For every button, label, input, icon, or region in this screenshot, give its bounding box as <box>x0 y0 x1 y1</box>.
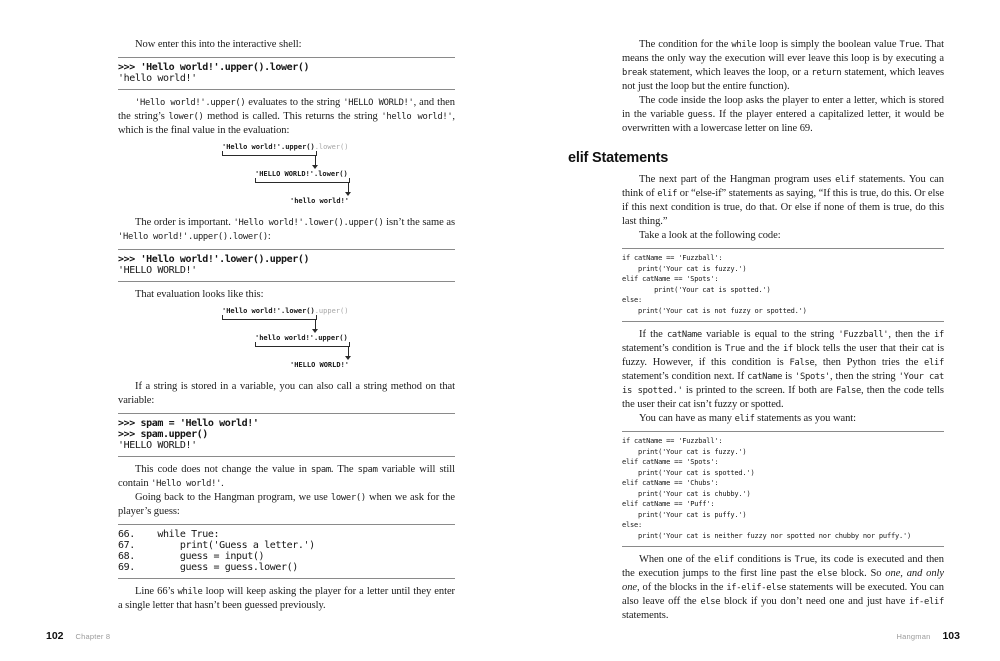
text-run: If a string is stored in a variable, you can also call a string method on that variable: <box>118 381 455 406</box>
section-heading: elif Statements <box>568 150 669 166</box>
diagram-expression <box>255 334 348 342</box>
text-run: evaluates to the string <box>245 97 344 108</box>
text-run: and the <box>745 343 783 354</box>
text-run: , its code is executed and then the execution jumps to the first line past the <box>622 554 944 579</box>
inline-code: elif <box>714 555 735 565</box>
inline-code: 'Fuzzball' <box>838 330 889 340</box>
chapter-running-head: Hangman <box>896 632 931 641</box>
text-run: , and then the string’s <box>118 97 455 122</box>
diagram-code-main: 'HELLO WORLD!'.lower() <box>255 170 348 178</box>
inline-code: 'Spots' <box>794 372 830 382</box>
paragraph <box>622 173 944 229</box>
evaluation-arrow <box>315 155 316 165</box>
code-line: print('Your cat is puffy.') <box>622 510 747 519</box>
arrow-down-icon <box>312 165 318 169</box>
paragraph <box>622 229 944 243</box>
text-run: , of the blocks in the <box>637 582 727 593</box>
diagram-expression <box>255 170 348 178</box>
inline-code: while <box>731 40 757 50</box>
text-run: is printed to the screen. If both are <box>682 385 836 396</box>
diagram-code-main: 'Hello world!'.lower() <box>222 307 315 315</box>
inline-code: return <box>811 68 842 78</box>
inline-code: False <box>836 386 861 396</box>
code-line: else: <box>622 296 643 304</box>
inline-code: else <box>817 569 838 579</box>
text-run: The order is important. <box>135 217 234 228</box>
text-run: loop is simply the boolean value <box>756 39 900 50</box>
inline-code: 'Hello world!'.upper().lower() <box>118 232 268 242</box>
text-run: When one of the <box>639 554 715 565</box>
inline-code: catName <box>747 372 783 382</box>
diagram-expression <box>222 143 348 151</box>
text-run: conditions is <box>734 554 795 565</box>
text-run: method is called. This returns the string <box>203 111 382 122</box>
inline-code: elif <box>835 175 856 185</box>
code-line: print('Your cat is spotted.') <box>622 468 755 477</box>
paragraph <box>622 328 944 412</box>
inline-code: catName <box>666 330 702 340</box>
text-run: is <box>782 371 795 382</box>
inline-code: elif <box>734 414 755 424</box>
inline-code: if-elif <box>909 597 945 607</box>
code-line: 67. print('Guess a letter.') <box>118 540 315 551</box>
evaluation-bracket <box>255 342 350 347</box>
text-run: . <box>221 478 224 489</box>
inline-code: True <box>899 40 920 50</box>
code-line: 'hello world!' <box>118 73 197 84</box>
text-run: That evaluation looks like this: <box>135 289 264 300</box>
text-run: : <box>267 231 271 242</box>
code-block <box>622 431 944 547</box>
text-run: , then the string <box>829 371 899 382</box>
arrow-down-icon <box>345 192 351 196</box>
right-page-text-column <box>568 38 945 623</box>
diagram-code-main: 'HELLO WORLD!' <box>290 361 350 369</box>
text-run: , then the code tells the user their cat isn’t fuzzy or spotted. <box>622 385 944 410</box>
text-run: , which is the final value in the evaluation: <box>118 111 455 136</box>
left-page-text-column <box>118 38 455 613</box>
inline-code: elif <box>657 189 678 199</box>
paragraph <box>622 412 944 426</box>
code-line: >>> spam = 'Hello world!' <box>118 418 259 429</box>
paragraph <box>118 288 455 302</box>
paragraph <box>118 38 455 52</box>
diagram-code-main: 'hello world!'.upper() <box>255 334 348 342</box>
code-block <box>118 524 455 579</box>
text-run: statements. <box>622 610 669 621</box>
inline-code: else <box>700 597 721 607</box>
text-run: statement’s condition next. If <box>622 371 748 382</box>
code-line: if catName == 'Fuzzball': <box>622 437 723 445</box>
code-line: 66. while True: <box>118 529 220 540</box>
evaluation-diagram <box>118 307 455 373</box>
paragraph <box>118 380 455 408</box>
text-run: block if you don’t need one and just have <box>720 596 910 607</box>
inline-code: lower() <box>330 493 366 503</box>
text-run: Line 66’s <box>135 586 178 597</box>
diagram-expression <box>290 361 349 369</box>
inline-code: guess <box>687 110 713 120</box>
inline-code: spam <box>310 465 331 475</box>
text-run: Going back to the Hangman program, we use <box>135 492 331 503</box>
code-line: 69. guess = guess.lower() <box>118 562 298 573</box>
left-page-footer <box>46 626 110 644</box>
page-number: 102 <box>46 630 64 642</box>
paragraph <box>118 463 455 491</box>
evaluation-arrow <box>348 182 349 192</box>
paragraph <box>118 491 455 519</box>
text-run: Take a look at the following code: <box>639 230 781 241</box>
text-run: variable will still contain <box>118 464 455 489</box>
text-run: The next part of the Hangman program uses <box>639 174 836 185</box>
paragraph <box>622 553 944 623</box>
paragraph <box>118 585 455 613</box>
inline-code: if <box>933 330 944 340</box>
evaluation-arrow <box>315 319 316 329</box>
text-run: Now enter this into the interactive shell: <box>135 39 302 50</box>
inline-code: 'Hello world!'.upper() <box>135 98 246 108</box>
paragraph <box>622 38 944 94</box>
inline-code: 'HELLO WORLD!' <box>343 98 414 108</box>
code-line: print('Your cat is chubby.') <box>622 489 751 498</box>
text-run: statements will be executed. You can also leave off the <box>622 582 944 607</box>
code-line: >>> 'Hello world!'.upper().lower() <box>118 62 310 73</box>
text-run: , then the <box>888 329 934 340</box>
text-run: variable is equal to the string <box>701 329 839 340</box>
paragraph <box>118 96 455 138</box>
code-line: print('Your cat is fuzzy.') <box>622 447 747 456</box>
text-run: loop will keep asking the player for a letter until they enter a single letter that hasn’t been guessed previously. <box>118 586 456 611</box>
text-run: when we ask for the player’s guess: <box>118 492 455 517</box>
text-run: isn’t the same as <box>383 217 456 228</box>
code-line: print('Your cat is fuzzy.') <box>622 264 747 273</box>
page-number: 103 <box>942 630 960 642</box>
code-line: >>> 'Hello world!'.lower().upper() <box>118 254 310 265</box>
text-run: statement, which leaves not just the loop but the entire function). <box>622 67 944 92</box>
code-line: else: <box>622 521 643 529</box>
code-line: if catName == 'Fuzzball': <box>622 254 723 262</box>
paragraph <box>118 216 455 244</box>
inline-code: while <box>177 587 203 597</box>
arrow-down-icon <box>312 329 318 333</box>
code-line: elif catName == 'Puff': <box>622 500 715 508</box>
code-block <box>118 413 455 457</box>
text-run: block. So <box>837 568 886 579</box>
inline-code: True <box>794 555 815 565</box>
inline-code: lower() <box>168 112 204 122</box>
diagram-code-main: 'hello world!' <box>290 197 350 205</box>
inline-code: 'hello world!' <box>381 112 453 122</box>
inline-code: 'Your cat is spotted.' <box>622 372 944 396</box>
code-block <box>118 57 455 90</box>
text-run: You can have as many <box>639 413 735 424</box>
text-run: . That means the only way the execution will ever leave this loop is by executing a <box>622 39 944 64</box>
inline-code: if <box>782 344 793 354</box>
code-line: >>> spam.upper() <box>118 429 208 440</box>
code-line: 'HELLO WORLD!' <box>118 265 197 276</box>
text-run: statement, which leaves the loop, or a <box>646 67 812 78</box>
right-page-footer <box>897 626 960 644</box>
code-line: print('Your cat is neither fuzzy nor spotted nor chubby nor puffy.') <box>622 531 912 540</box>
text-run: . If the player entered a capitalized letter, it would be overwritten with a lowercase letter on line 69. <box>622 109 944 134</box>
arrow-down-icon <box>345 356 351 360</box>
inline-code: True <box>725 344 746 354</box>
code-line: elif catName == 'Spots': <box>622 458 719 466</box>
text-run: or “else-if” statements as saying, “If this is true, do this. Or else if this next condition is true, do that. Or else if none of them is true, do this last thing.” <box>622 188 944 227</box>
text-run: . The <box>330 464 358 475</box>
code-block <box>118 249 455 282</box>
inline-code: elif <box>924 358 944 368</box>
evaluation-bracket <box>222 315 317 320</box>
text-run: The code inside the loop asks the player to enter a letter, which is stored in the variable <box>622 95 944 120</box>
evaluation-bracket <box>255 178 350 183</box>
inline-code: False <box>789 358 815 368</box>
inline-code: 'Hello world!' <box>151 479 222 489</box>
text-run: block tells the user that their cat is fuzzy. However, if this condition is <box>622 343 944 368</box>
diagram-expression <box>290 197 349 205</box>
diagram-expression <box>222 307 348 315</box>
code-line: print('Your cat is not fuzzy or spotted.') <box>622 306 807 315</box>
diagram-code-faded: .lower() <box>314 143 349 151</box>
inline-code: if-elif-else <box>726 583 787 593</box>
code-line: elif catName == 'Spots': <box>622 275 719 283</box>
evaluation-bracket <box>222 151 317 156</box>
code-line: 'HELLO WORLD!' <box>118 440 197 451</box>
text-run: statements. You can think of <box>622 174 944 199</box>
code-line: 68. guess = input() <box>118 551 265 562</box>
italic-text: one, and only one <box>622 568 944 593</box>
evaluation-arrow <box>348 346 349 356</box>
chapter-running-head: Chapter 8 <box>75 632 111 641</box>
text-run: statements as you want: <box>754 413 857 424</box>
text-run: If the <box>639 329 667 340</box>
diagram-code-faded: .upper() <box>314 307 349 315</box>
text-run: statement’s condition is <box>622 343 726 354</box>
code-block <box>622 248 944 322</box>
text-run: The condition for the <box>639 39 732 50</box>
paragraph <box>622 94 944 136</box>
evaluation-diagram <box>118 143 455 209</box>
inline-code: spam <box>357 465 378 475</box>
code-line: print('Your cat is spotted.') <box>622 285 771 294</box>
text-run: This code does not change the value in <box>135 464 311 475</box>
inline-code: break <box>622 68 647 78</box>
code-line: elif catName == 'Chubs': <box>622 479 719 487</box>
inline-code: 'Hello world!'.lower().upper() <box>233 218 384 228</box>
diagram-code-main: 'Hello world!'.upper() <box>222 143 315 151</box>
text-run: , then Python tries the <box>814 357 924 368</box>
